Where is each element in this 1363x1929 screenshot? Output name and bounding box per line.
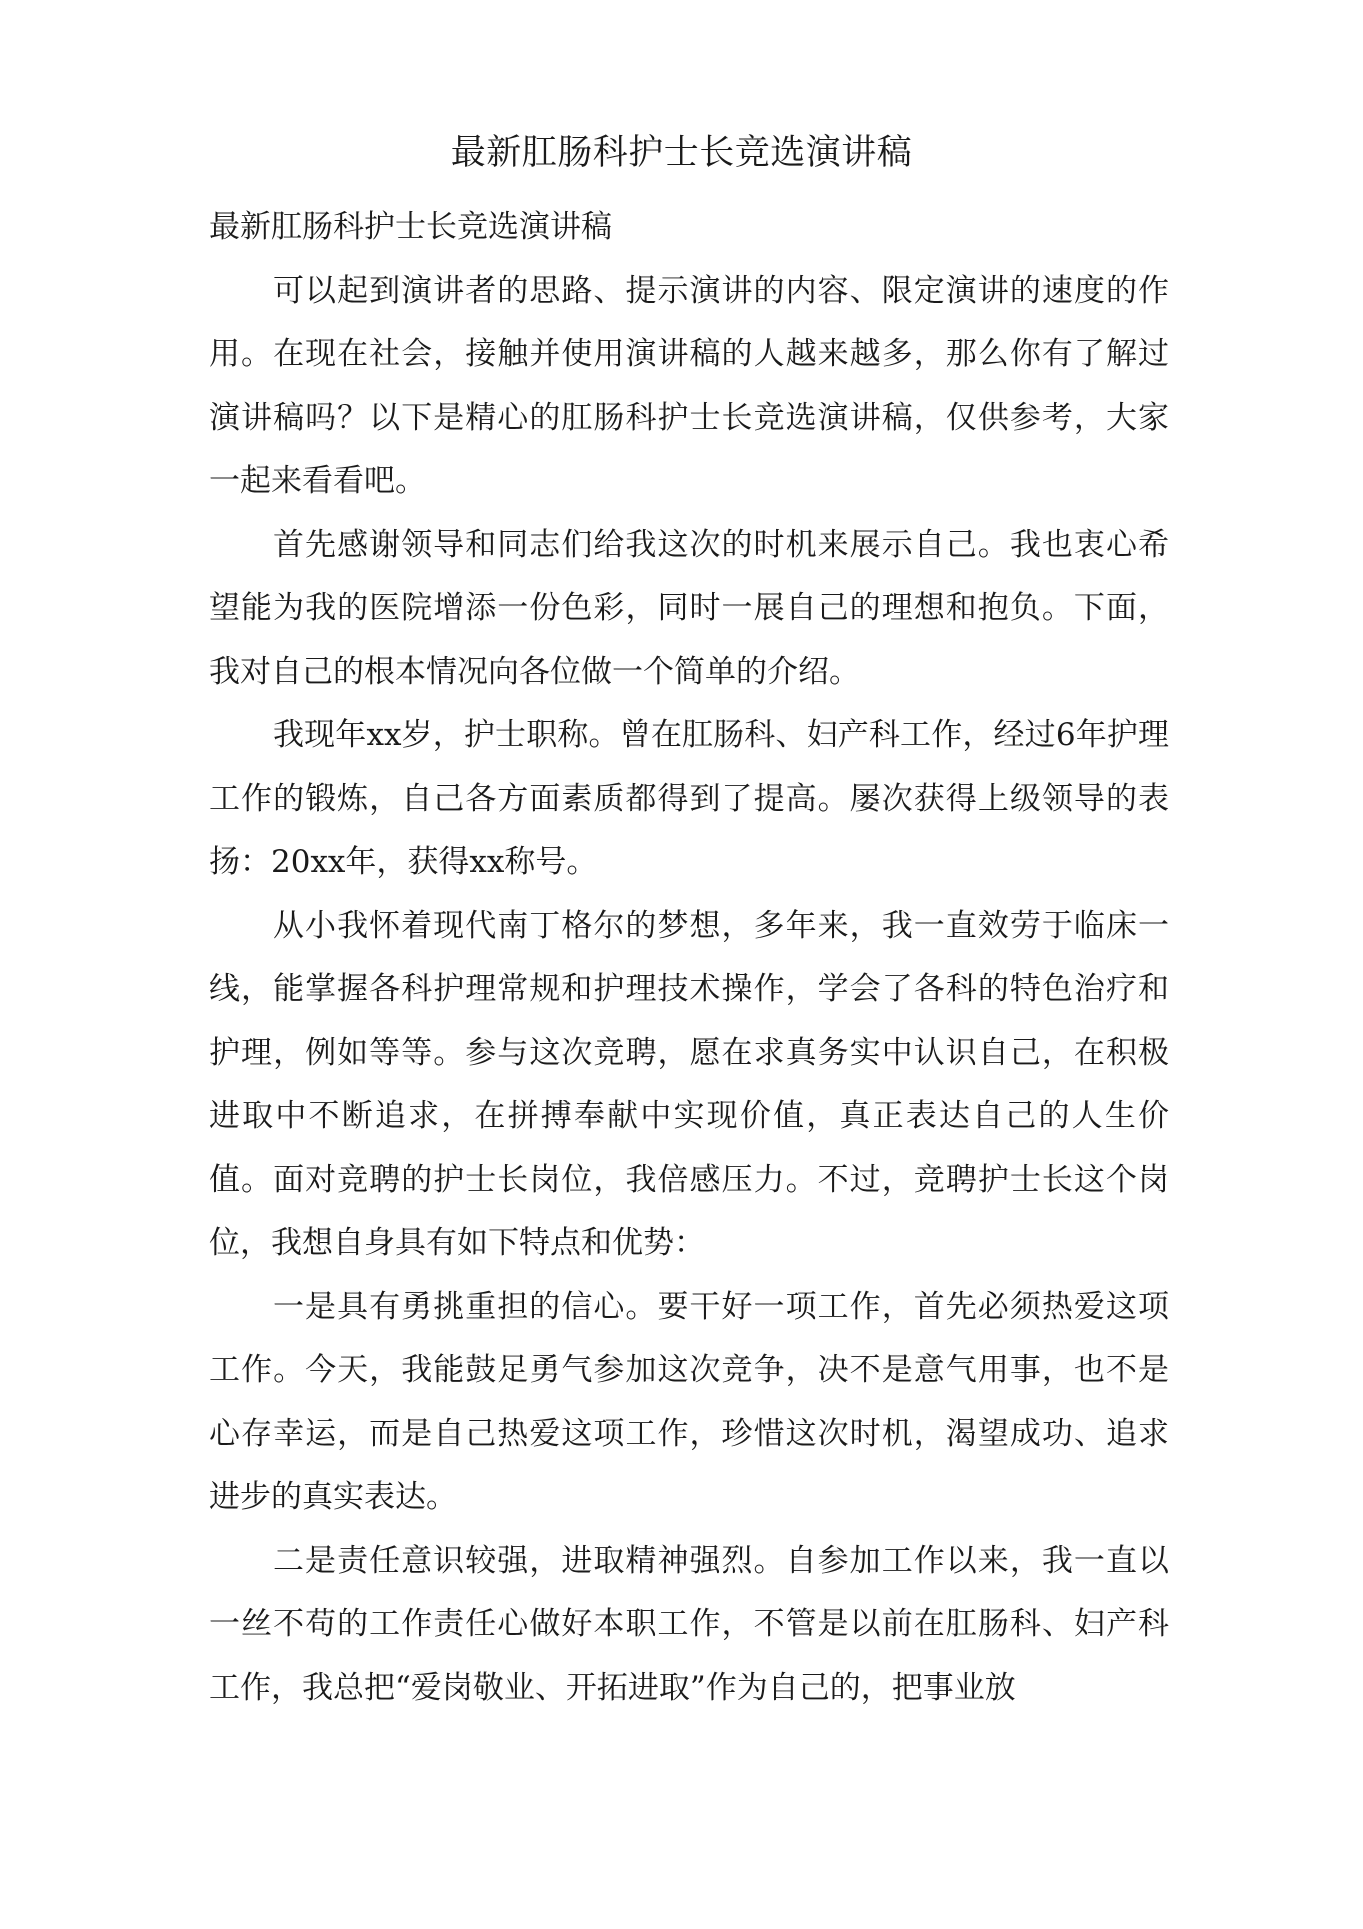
body-paragraph: 首先感谢领导和同志们给我这次的时机来展示自己。我也衷心希望能为我的医院增添一份色彩，同时一展自己的理想和抱负。下面，我对自己的根本情况向各位做一个简单的介绍。 [209,526,1169,690]
body-paragraph: 从小我怀着现代南丁格尔的梦想，多年来，我一直效劳于临床一线，能掌握各科护理常规和护理技术操作，学会了各科的特色治疗和护理，例如等等。参与这次竞聘，愿在求真务实中认识自己，在积极进取中不断追求，在拼搏奉献中实现价值，真正表达自己的人生价值。面对竞聘的护士长岗位，我倍感压力。不过，竞聘护士长这个岗位，我想自身具有如下特点和优势： [209,907,1169,1261]
body-paragraph: 一是具有勇挑重担的信心。要干好一项工作，首先必须热爱这项工作。今天，我能鼓足勇气参加这次竞争，决不是意气用事，也不是心存幸运，而是自己热爱这项工作，珍惜这次时机，渴望成功、追求进步的真实表达。 [209,1288,1169,1515]
subtitle-paragraph: 最新肛肠科护士长竞选演讲稿 [209,209,612,245]
body-paragraph: 我现年xx岁，护士职称。曾在肛肠科、妇产科工作，经过6年护理工作的锻炼，自己各方面素质都得到了提高。屡次获得上级领导的表扬：20xx年，获得xx称号。 [209,717,1169,880]
document-body [209,196,1169,1720]
body-paragraph: 可以起到演讲者的思路、提示演讲的内容、限定演讲的速度的作用。在现在社会，接触并使用演讲稿的人越来越多，那么你有了解过演讲稿吗？以下是精心的肛肠科护士长竞选演讲稿，仅供参考，大家一起来看看吧。 [209,272,1169,499]
body-paragraph: 二是责任意识较强，进取精神强烈。自参加工作以来，我一直以一丝不苟的工作责任心做好本职工作，不管是以前在肛肠科、妇产科工作，我总把“爱岗敬业、开拓进取”作为自己的，把事业放 [209,1542,1169,1706]
document-title: 最新肛肠科护士长竞选演讲稿 [450,133,913,173]
